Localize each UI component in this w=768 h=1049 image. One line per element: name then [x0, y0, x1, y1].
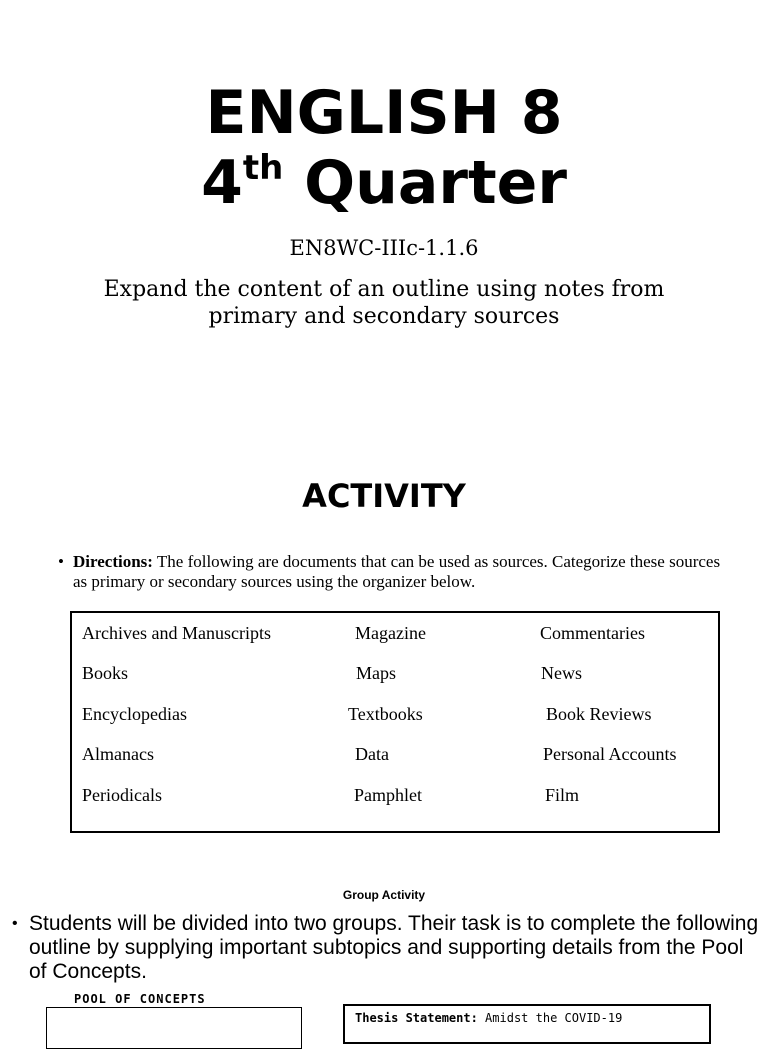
source-item: Magazine [355, 623, 426, 643]
pool-of-concepts-box [46, 1007, 302, 1049]
directions-text-block [73, 552, 738, 592]
quarter-ordinal-suffix: th [242, 148, 284, 188]
source-item: Encyclopedias [82, 704, 187, 724]
quarter-number: 4 [201, 148, 243, 218]
source-item: Periodicals [82, 785, 162, 805]
source-item: Film [545, 785, 580, 805]
directions-text: The following are documents that can be used as sources. Categorize these sources as primary or secondary sources using the organizer below. [73, 552, 721, 591]
source-item: News [541, 663, 582, 683]
sources-list-box [70, 611, 720, 833]
source-item: Commentaries [540, 623, 645, 643]
directions-label: Directions: [73, 552, 153, 571]
pool-of-concepts-title: POOL OF CONCEPTS [74, 992, 206, 1006]
competency-code: EN8WC-IIIc-1.1.6 [289, 236, 479, 260]
page-subtitle [0, 150, 768, 216]
bullet-icon: • [58, 552, 64, 571]
source-item: Archives and Manuscripts [82, 623, 271, 643]
source-item: Data [355, 744, 389, 764]
thesis-statement-box [343, 1004, 711, 1044]
page-title: ENGLISH 8 [205, 78, 563, 148]
group-instructions-paragraph [12, 912, 762, 984]
source-item: Almanacs [82, 744, 154, 764]
source-item: Books [82, 663, 129, 683]
source-item: Personal Accounts [543, 744, 677, 764]
group-instructions-text: Students will be divided into two groups. Their task is to complete the following outline by supplying important subtopics and supporting details from the Pool of Concepts. [29, 912, 759, 983]
thesis-label: Thesis Statement: [355, 1011, 478, 1025]
activity-heading: ACTIVITY [302, 477, 466, 515]
source-item: Book Reviews [546, 704, 652, 724]
thesis-text: Amidst the COVID-19 [477, 1011, 623, 1025]
quarter-label: Quarter [283, 148, 567, 218]
group-activity-label: Group Activity [342, 888, 426, 902]
source-item: Pamphlet [354, 785, 422, 805]
directions-paragraph [58, 552, 738, 592]
source-item: Maps [356, 663, 396, 683]
source-item: Textbooks [348, 704, 423, 724]
learning-objective: Expand the content of an outline using notes from primary and secondary sources [103, 277, 665, 329]
bullet-icon: • [12, 915, 18, 932]
